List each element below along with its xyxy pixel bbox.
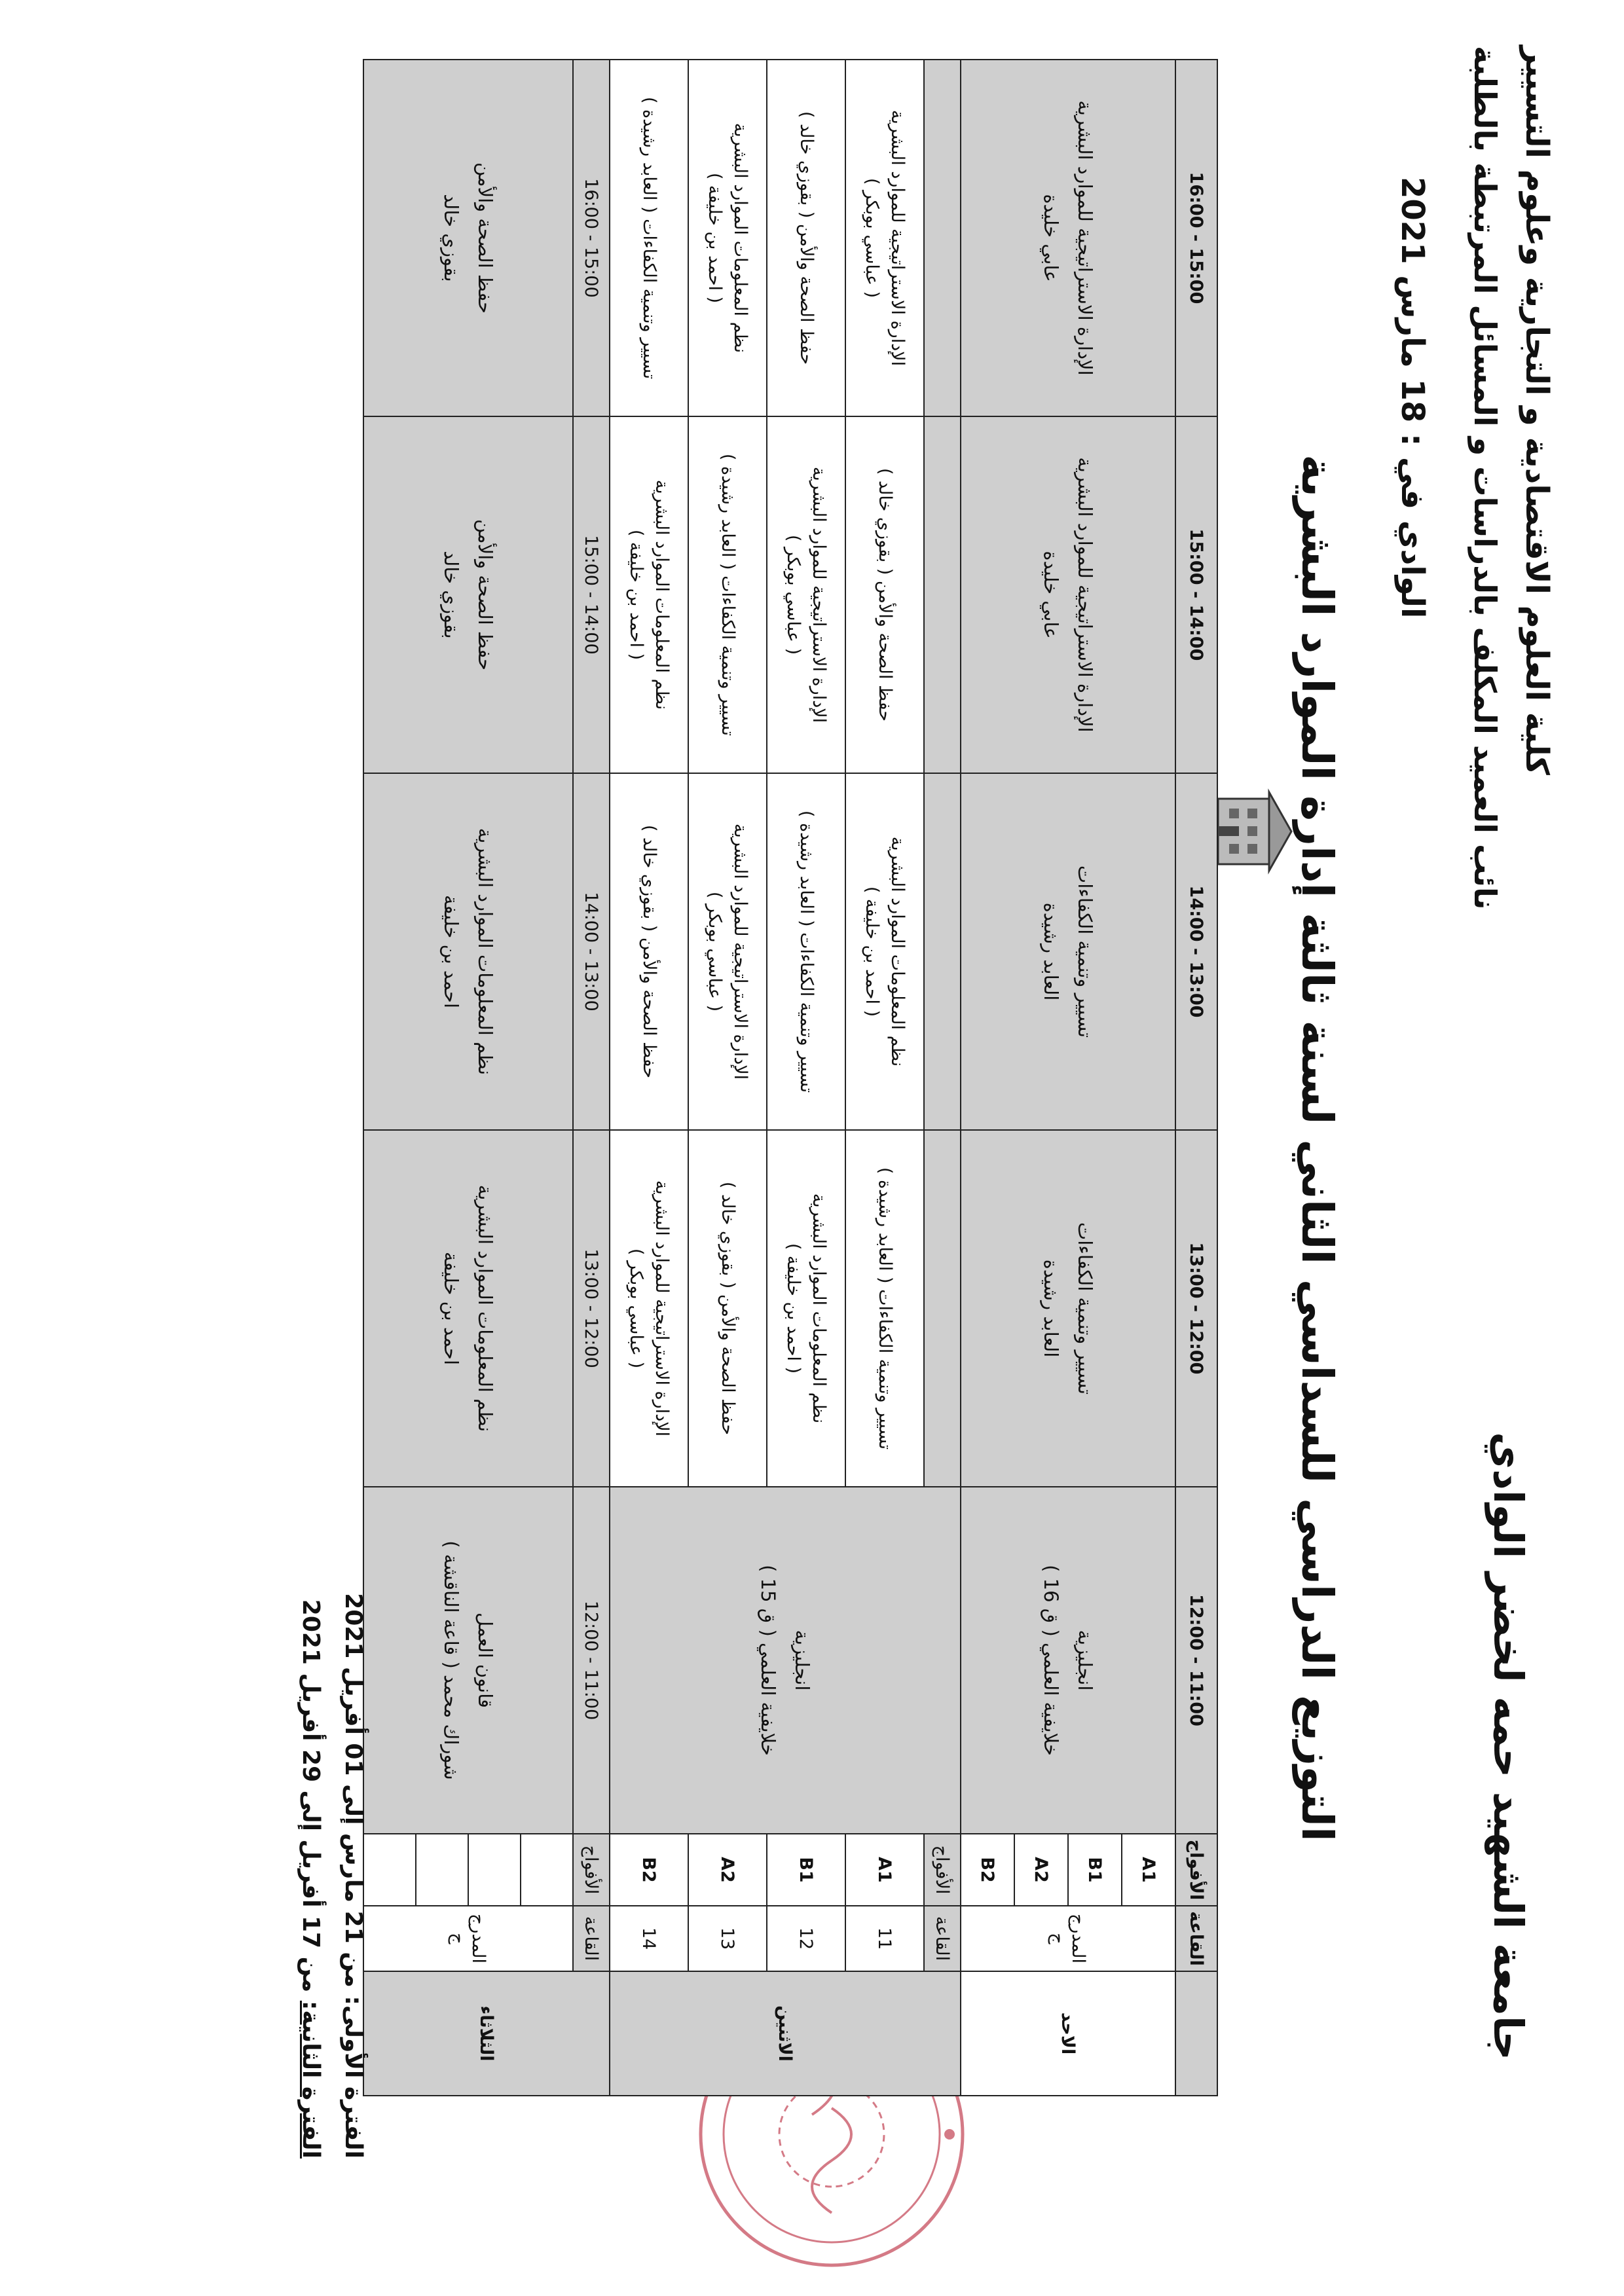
tuesday-group-3 [416,1834,468,1906]
sunday-slot-3 [961,773,1175,1130]
course-teacher: ( احمد بن خليفة ) [783,1243,803,1374]
course-name: نظم المعلومات الموارد البشرية [887,836,908,1067]
tuesday-subheader-groups: الأفواج [573,1834,610,1906]
group-sunday-1: A1 [1122,1834,1175,1906]
sunday-slot-1 [961,1487,1175,1834]
tuesday-slot-5 [363,60,573,416]
period-one: الفترة الأولى: من 21 مارس إلى 01 أفريل 2021 [340,1593,367,2159]
university-name: جامعة الشهيد حمه لخضر الوادي [1485,1432,1532,2060]
course-entry: تسيير وتنمية الكفاءات ( العابد رشيدة ) [717,453,738,737]
header-groups: الأفواج [1175,1834,1217,1906]
tuesday-subheader-slot-2: 12:00 - 13:00 [573,1130,610,1487]
monday-subheader [924,60,961,2096]
group-code: B1 [767,1834,845,1906]
tuesday-slot-2 [363,1130,573,1487]
course-teacher: شوراك محمد ( قاعة الناقشة ) [440,1540,462,1780]
tuesday-slot-1 [363,1487,573,1834]
course-name: الإدارة الاستراتيجية للموارد البشرية [887,109,908,367]
monday-slot-1-english [610,1487,961,1834]
monday-b1-slot-4 [767,416,845,773]
course-name: حفظ الصحة والأمن [474,162,497,314]
group-code: B2 [610,1834,688,1906]
monday-b2-slot-4 [610,416,688,773]
header-slot-4: 14:00 - 15:00 [1175,416,1217,773]
sunday-slot-4 [961,416,1175,773]
monday-b2-slot-5 [610,60,688,416]
course-teacher: ( احمد بن خليفة ) [626,529,646,661]
course-entry: تسيير وتنمية الكفاءات ( العابد رشيدة ) [638,96,659,380]
monday-a1-slot-2 [845,1130,924,1487]
monday-b1-slot-5 [767,60,845,416]
monday-b2-slot-3 [610,773,688,1130]
page-title: التوزيع الدراسي للسداسي الثاني لسنة ثالثة إدارة الموارد البشرية [1292,454,1342,1842]
course-name: حفظ الصحة والأمن [474,519,497,671]
course-name: الإدارة الاستراتيجية للموارد البشرية [1074,457,1097,733]
course-name: قانون العمل [474,1613,497,1708]
monday-b1-slot-2 [767,1130,845,1487]
course-entry: حفظ الصحة والأمن ( بقوزي خالد ) [796,111,817,365]
sunday-slot-5 [961,60,1175,416]
schedule-table [363,59,1218,2096]
day-monday: الاثنين [610,1971,961,2096]
monday-b2-slot-2 [610,1130,688,1487]
day-sunday: الاحد [961,1971,1175,2096]
monday-a1-slot-4 [845,416,924,773]
tuesday-subheader-slot-3: 13:00 - 14:00 [573,773,610,1130]
header-room: القاعة [1175,1906,1217,1971]
tuesday-subheader [573,60,610,2096]
monday-subheader-slot-3 [924,773,961,1130]
header-day [1175,1971,1217,2096]
group-sunday-4: B2 [961,1834,1014,1906]
course-name: نظم المعلومات الموارد البشرية [730,122,751,354]
monday-subheader-slot-5 [924,60,961,416]
course-teacher: خلايفية العلمي ( ق 16 ) [1040,1565,1062,1756]
monday-a2-slot-4 [688,416,767,773]
course-teacher: ( عباسي بوبكر ) [626,1248,646,1369]
course-teacher: بقوزي خالد [440,194,462,282]
group-code: A1 [845,1834,924,1906]
course-name: نظم المعلومات الموارد البشرية [652,479,673,710]
tuesday-group-1 [521,1834,573,1906]
course-teacher: عابي خليدة [1040,551,1062,639]
course-teacher: بقوزي خالد [440,551,462,639]
course-name: الإدارة الاستراتيجية للموارد البشرية [809,466,830,723]
tuesday-subheader-slot-1: 11:00 - 12:00 [573,1487,610,1834]
monday-subheader-room: القاعة [924,1906,961,1971]
period-two-text: من 17 أفريل إلى 29 أفريل 2021 [297,1599,324,2001]
course-name: نظم المعلومات الموارد البشرية [474,828,497,1076]
header-slot-3: 13:00 - 14:00 [1175,773,1217,1130]
tuesday-group-2 [468,1834,521,1906]
document-date: الوادي في : 18 مارس 2021 [1394,177,1431,619]
header-row [1175,60,1217,2096]
header-slot-5: 15:00 - 16:00 [1175,60,1217,416]
course-name: الإدارة الاستراتيجية للموارد البشرية [1074,100,1097,376]
monday-subheader-slot-2 [924,1130,961,1487]
monday-b1-slot-3 [767,773,845,1130]
room-number: 14 [610,1906,688,1971]
group-sunday-3: A2 [1014,1834,1068,1906]
course-entry: حفظ الصحة والأمن ( بقوزي خالد ) [874,467,895,722]
monday-subheader-slot-4 [924,416,961,773]
room-sunday: المدرج ج [961,1906,1175,1971]
room-number: 13 [688,1906,767,1971]
tuesday-slot-3 [363,773,573,1130]
monday-a2-slot-2 [688,1130,767,1487]
monday-a1-slot-3 [845,773,924,1130]
course-teacher: خلايفية العلمي ( ق 15 ) [757,1565,779,1756]
course-entry: حفظ الصحة والأمن ( بقوزي خالد ) [717,1181,738,1436]
course-teacher: احمد بن خليفة [440,1251,462,1366]
course-teacher: عابي خليدة [1040,194,1062,282]
monday-a1-slot-5 [845,60,924,416]
course-name: تسيير وتنمية الكفاءات [1074,1222,1097,1395]
sunday-slot-2 [961,1130,1175,1487]
course-name: نظم المعلومات الموارد البشرية [474,1184,497,1432]
period-two [297,1599,324,2159]
header-slot-1: 11:00 - 12:00 [1175,1487,1217,1834]
course-name: تسيير وتنمية الكفاءات [1074,865,1097,1038]
course-name: الإدارة الاستراتيجية للموارد البشرية [652,1180,673,1437]
room-number: 11 [845,1906,924,1971]
course-teacher: ( عباسي بوبكر ) [862,177,882,299]
tuesday-subheader-slot-4: 14:00 - 15:00 [573,416,610,773]
room-number: 12 [767,1906,845,1971]
course-entry: تسيير وتنمية الكفاءات ( العابد رشيدة ) [796,810,817,1093]
course-name: انجليزية [1074,1630,1097,1691]
course-name: الإدارة الاستراتيجية للموارد البشرية [730,823,751,1080]
faculty-name: كلية العلوم الاقتصادية و التجارية وعلوم التسيير [1519,46,1555,775]
monday-a2-slot-5 [688,60,767,416]
sunday-row-1 [1122,60,1175,2096]
monday-a2-slot-3 [688,773,767,1130]
course-teacher: العابد رشيدة [1040,902,1062,1001]
period-two-label: الفترة الثانية: [297,2000,324,2159]
course-teacher: ( عباسي بوبكر ) [705,891,725,1012]
room-tuesday: المدرج ج [363,1906,573,1971]
course-teacher: ( احمد بن خليفة ) [705,172,725,304]
course-teacher: احمد بن خليفة [440,894,462,1009]
monday-subheader-groups: الأفواج [924,1834,961,1906]
course-entry: تسيير وتنمية الكفاءات ( العابد رشيدة ) [874,1167,895,1450]
header-slot-2: 12:00 - 13:00 [1175,1130,1217,1487]
course-teacher: العابد رشيدة [1040,1259,1062,1358]
course-name: انجليزية [791,1630,814,1691]
course-entry: حفظ الصحة والأمن ( بقوزي خالد ) [638,824,659,1079]
group-sunday-2: B1 [1068,1834,1122,1906]
tuesday-group-4 [363,1834,416,1906]
course-teacher: ( عباسي بوبكر ) [783,534,803,655]
course-name: نظم المعلومات الموارد البشرية [809,1193,830,1424]
group-code: A2 [688,1834,767,1906]
tuesday-subheader-slot-5: 15:00 - 16:00 [573,60,610,416]
course-teacher: ( احمد بن خليفة ) [862,886,882,1017]
tuesday-subheader-room: القاعة [573,1906,610,1971]
vice-dean-title: نائب العميد المكلف بالدراسات و المسائل المرتبطة بالطلبة [1467,46,1503,910]
day-tuesday: الثلاثاء [363,1971,610,2096]
tuesday-row-1 [521,60,573,2096]
tuesday-slot-4 [363,416,573,773]
